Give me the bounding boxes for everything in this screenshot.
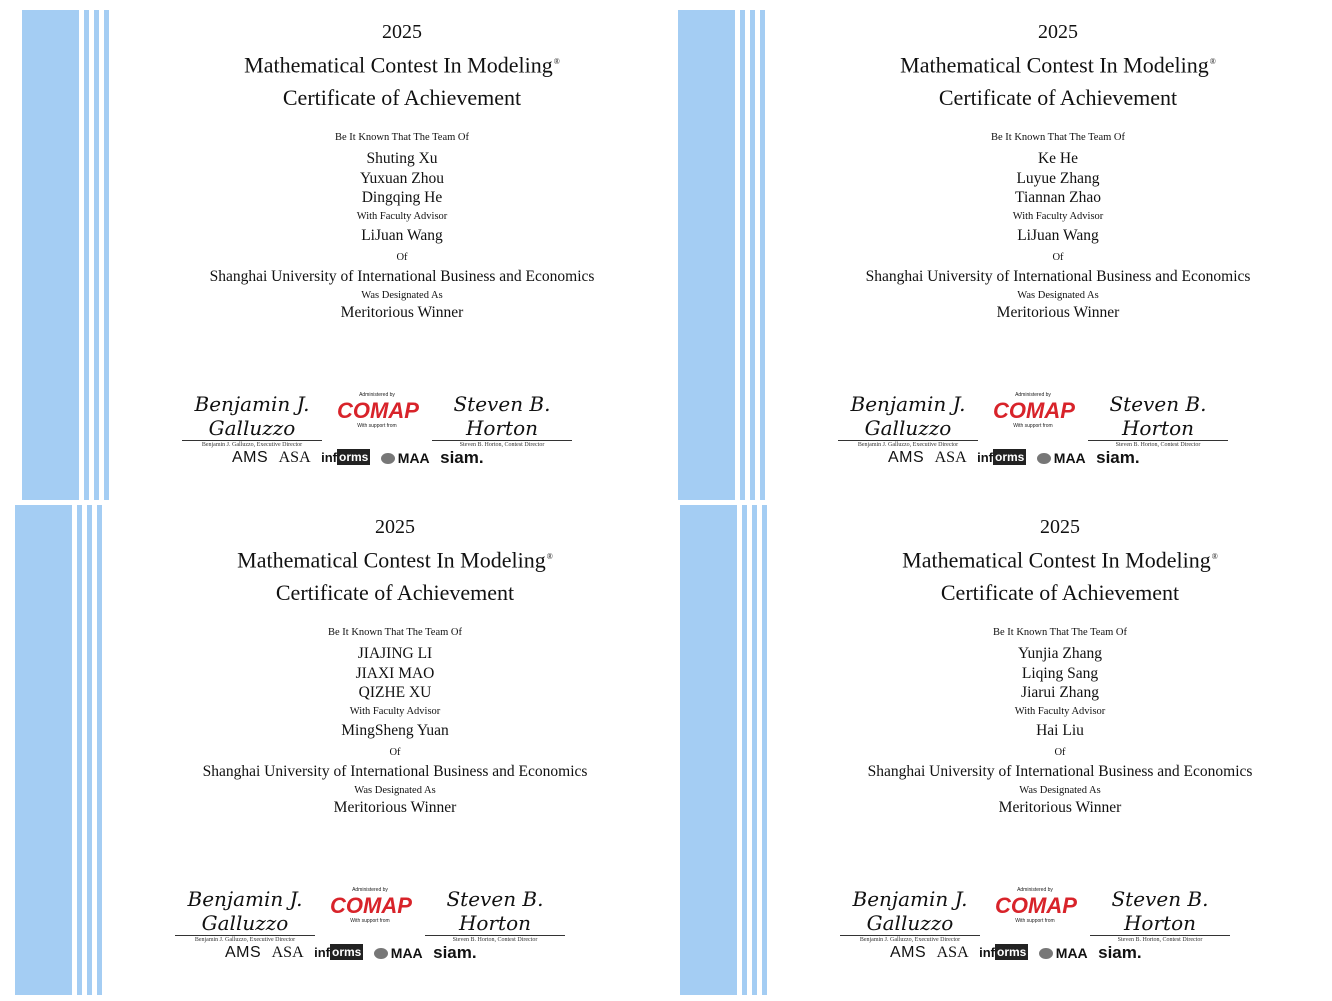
comap-logo [993,392,1073,430]
team-members [125,644,665,703]
blue-stripe-thin [94,10,99,500]
signature-caption: Steven B. Horton, Contest Director [459,442,545,448]
team-member: Luyue Zhang [1016,169,1100,187]
award-level: Meritorious Winner [998,798,1122,816]
year: 2025 [382,21,422,43]
with-support-from: With support from [1013,423,1053,429]
signature-row [182,392,572,448]
signature-caption: Benjamin J. Galluzzo, Executive Director [859,937,961,943]
school-name: Shanghai University of International Business and Economics [867,762,1253,780]
team-member: JIAJING LI [357,645,433,663]
blue-stripe-thin [104,10,109,500]
team-members [790,644,1330,703]
of-label: Of [389,746,401,758]
signature-caption: Steven B. Horton, Contest Director [452,937,538,943]
be-it-known: Be It Known That The Team Of [991,132,1125,144]
signature-script: Benjamin J. Galluzzo [838,392,978,441]
team-member: Yunjia Zhang [1018,645,1102,663]
blue-stripe-wide [15,505,72,995]
designated-label: Was Designated As [1019,784,1101,796]
signature-row [838,392,1228,448]
informs-logo: inf orms [314,944,362,960]
signature-script: Steven B. Horton [432,392,572,441]
comap-wordmark: COMAP [995,893,1077,918]
sponsor-logos [225,941,515,963]
award-level: Meritorious Winner [333,798,457,816]
signature-caption: Steven B. Horton, Contest Director [1117,937,1203,943]
year: 2025 [1040,516,1080,538]
blue-stripe-thin [750,10,755,500]
award-level: Meritorious Winner [996,303,1120,321]
signature-script: Steven B. Horton [425,887,565,936]
blue-stripe-thin [752,505,757,995]
contest-director-signature [1088,392,1228,450]
school-name: Shanghai University of International Business and Economics [865,267,1251,285]
advisor-name: LiJuan Wang [1017,226,1099,244]
contest-director-signature [432,392,572,450]
team-member: Yuxuan Zhou [360,169,444,187]
signature-row [175,887,565,943]
maa-emblem-icon [374,948,388,959]
comap-wordmark: COMAP [993,398,1075,423]
executive-director-signature [838,392,978,450]
blue-stripe-thin [762,505,767,995]
with-support-from: With support from [357,423,397,429]
registered-mark: ® [1211,552,1218,561]
maa-emblem-icon [381,453,395,464]
certificate-title: Certificate of Achievement [940,580,1180,606]
advisor-name: LiJuan Wang [361,226,443,244]
blue-stripe-wide [678,10,735,500]
siam-logo: siam. [433,942,477,962]
executive-director-signature [182,392,322,450]
team-member: Ke He [1037,150,1079,168]
signature-script: Steven B. Horton [1088,392,1228,441]
ams-logo: AMS [232,448,269,466]
maa-logo: MAA [1039,941,1088,964]
ams-logo: AMS [888,448,925,466]
siam-logo: siam. [440,447,484,467]
blue-stripe-thin [742,505,747,995]
informs-logo: inf orms [321,449,369,465]
team-member: Liqing Sang [1021,664,1099,682]
team-members [788,149,1328,208]
blue-stripe-thin [760,10,765,500]
contest-name: Mathematical Contest In Modeling® [244,52,560,78]
comap-logo [995,887,1075,925]
registered-mark: ® [1209,57,1216,66]
maa-emblem-icon [1039,948,1053,959]
be-it-known: Be It Known That The Team Of [335,132,469,144]
contest-director-signature [425,887,565,945]
certificate-3 [15,505,665,995]
blue-stripe-wide [680,505,737,995]
signature-caption: Steven B. Horton, Contest Director [1115,442,1201,448]
contest-name: Mathematical Contest In Modeling® [237,547,553,573]
contest-director-signature [1090,887,1230,945]
advisor-name: Hai Liu [1036,721,1084,739]
asa-logo: ASA [934,448,967,466]
signature-script: Steven B. Horton [1090,887,1230,936]
advisor-name: MingSheng Yuan [341,721,449,739]
team-member: Shuting Xu [366,150,438,168]
informs-logo: inf orms [979,944,1027,960]
be-it-known: Be It Known That The Team Of [993,627,1127,639]
designated-label: Was Designated As [1017,289,1099,301]
with-faculty-advisor: With Faculty Advisor [1014,705,1106,717]
certificate-4 [680,505,1330,995]
administered-by: Administered by [1015,392,1051,398]
year: 2025 [1038,21,1078,43]
registered-mark: ® [553,57,560,66]
administered-by: Administered by [1017,887,1053,893]
asa-logo: ASA [271,943,304,961]
administered-by: Administered by [352,887,388,893]
certificate-body [125,513,665,818]
maa-logo: MAA [381,446,430,469]
signature-script: Benjamin J. Galluzzo [182,392,322,441]
with-faculty-advisor: With Faculty Advisor [356,210,448,222]
signature-caption: Benjamin J. Galluzzo, Executive Director [857,442,959,448]
with-faculty-advisor: With Faculty Advisor [349,705,441,717]
team-member: QIZHE XU [358,684,432,702]
certificate-body [790,513,1330,818]
executive-director-signature [840,887,980,945]
team-members [132,149,672,208]
certificate-title: Certificate of Achievement [282,85,522,111]
contest-name: Mathematical Contest In Modeling® [902,547,1218,573]
comap-logo [330,887,410,925]
certificate-body [132,18,672,323]
team-member: Tiannan Zhao [1015,189,1101,207]
sponsor-logos [232,446,522,468]
with-support-from: With support from [1015,918,1055,924]
with-faculty-advisor: With Faculty Advisor [1012,210,1104,222]
sponsor-logos [890,941,1180,963]
blue-stripe-thin [84,10,89,500]
team-member: Jiarui Zhang [1021,684,1099,702]
registered-mark: ® [546,552,553,561]
ams-logo: AMS [890,943,927,961]
signature-row [840,887,1230,943]
team-member: Dingqing He [361,189,443,207]
comap-wordmark: COMAP [337,398,419,423]
of-label: Of [1054,746,1066,758]
of-label: Of [1052,251,1064,263]
certificate-2 [678,10,1328,500]
certificate-body [788,18,1328,323]
team-member: JIAXI MAO [355,664,435,682]
year: 2025 [375,516,415,538]
sponsor-logos [888,446,1178,468]
blue-stripe-thin [97,505,102,995]
school-name: Shanghai University of International Business and Economics [209,267,595,285]
blue-stripe-thin [740,10,745,500]
siam-logo: siam. [1098,942,1142,962]
ams-logo: AMS [225,943,262,961]
designated-label: Was Designated As [361,289,443,301]
administered-by: Administered by [359,392,395,398]
executive-director-signature [175,887,315,945]
signature-script: Benjamin J. Galluzzo [840,887,980,936]
asa-logo: ASA [278,448,311,466]
signature-caption: Benjamin J. Galluzzo, Executive Director [201,442,303,448]
certificate-title: Certificate of Achievement [938,85,1178,111]
be-it-known: Be It Known That The Team Of [328,627,462,639]
maa-emblem-icon [1037,453,1051,464]
siam-logo: siam. [1096,447,1140,467]
maa-logo: MAA [374,941,423,964]
of-label: Of [396,251,408,263]
certificate-title: Certificate of Achievement [275,580,515,606]
designated-label: Was Designated As [354,784,436,796]
award-level: Meritorious Winner [340,303,464,321]
blue-stripe-wide [22,10,79,500]
asa-logo: ASA [936,943,969,961]
blue-stripe-thin [77,505,82,995]
signature-script: Benjamin J. Galluzzo [175,887,315,936]
school-name: Shanghai University of International Business and Economics [202,762,588,780]
maa-logo: MAA [1037,446,1086,469]
with-support-from: With support from [350,918,390,924]
certificate-1 [22,10,672,500]
comap-logo [337,392,417,430]
informs-logo: inf orms [977,449,1025,465]
signature-caption: Benjamin J. Galluzzo, Executive Director [194,937,296,943]
blue-stripe-thin [87,505,92,995]
contest-name: Mathematical Contest In Modeling® [900,52,1216,78]
comap-wordmark: COMAP [330,893,412,918]
